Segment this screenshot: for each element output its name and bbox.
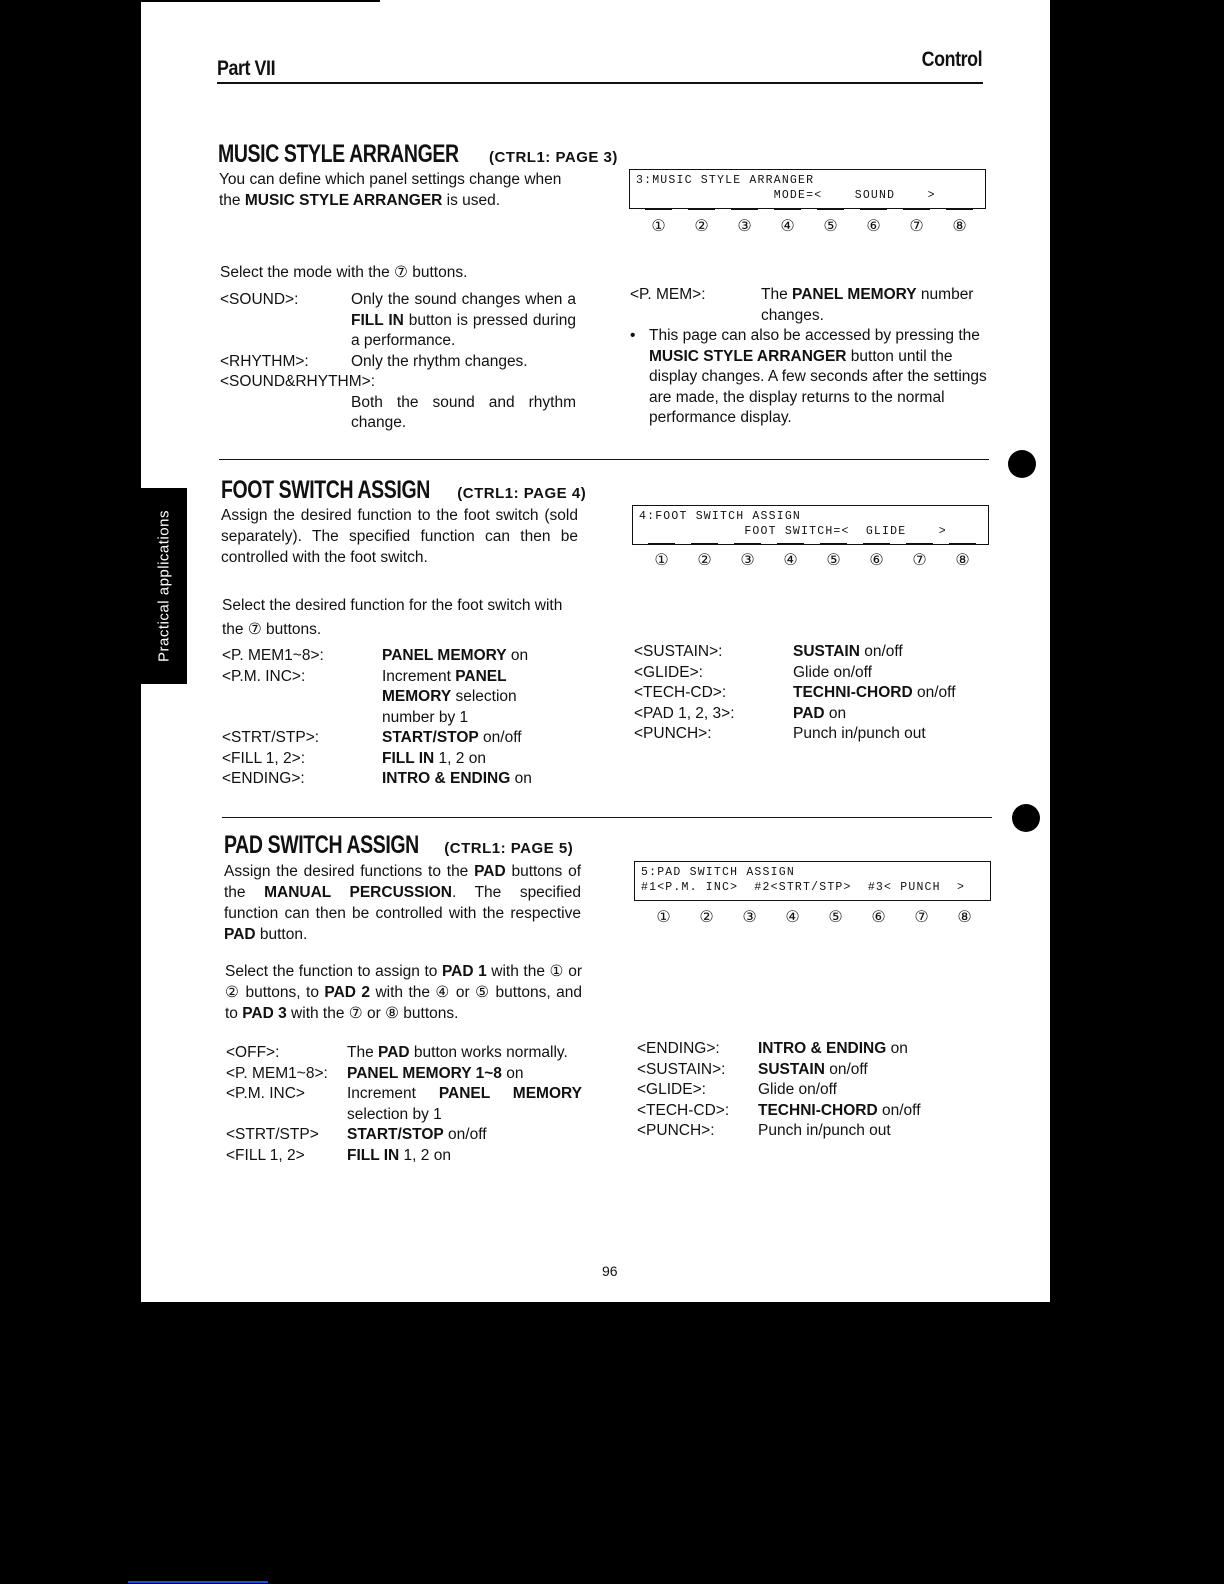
binder-hole xyxy=(1012,804,1040,832)
section-intro xyxy=(224,861,581,945)
def-key: <GLIDE>: xyxy=(637,1081,706,1098)
definition-row xyxy=(220,352,576,373)
definition-row xyxy=(637,1060,987,1081)
button-1: ① xyxy=(637,216,680,236)
side-tab-label: Practical applications xyxy=(155,510,173,662)
def-key: <SUSTAIN>: xyxy=(637,1060,726,1078)
header-rule xyxy=(217,82,983,84)
header-left: Part VII xyxy=(217,57,276,80)
button-row xyxy=(637,216,981,236)
definition-row xyxy=(222,667,562,729)
definition-row xyxy=(226,1084,582,1125)
def-key: <FILL 1, 2> xyxy=(226,1146,305,1164)
def-value: PAD on xyxy=(793,704,847,722)
definition-row xyxy=(634,704,984,725)
definition-list xyxy=(222,646,562,790)
button-row xyxy=(642,907,986,927)
button-5: ⑤ xyxy=(812,550,855,570)
button-5: ⑤ xyxy=(814,907,857,927)
def-value: Punch in/punch out xyxy=(793,725,926,742)
button-5: ⑤ xyxy=(809,216,852,236)
button-2: ② xyxy=(685,907,728,927)
def-value: FILL IN 1, 2 on xyxy=(347,1146,451,1164)
definition-list-right xyxy=(634,642,984,745)
definition-row xyxy=(637,1121,987,1142)
select-instruction xyxy=(220,262,590,283)
button-4: ④ xyxy=(766,216,809,236)
scan-edge-line-bottom xyxy=(128,1581,268,1583)
button-3: ③ xyxy=(728,907,771,927)
note-bullet xyxy=(630,326,988,429)
def-value: INTRO & ENDING on xyxy=(758,1040,908,1057)
definition-row xyxy=(222,769,562,790)
definition-row xyxy=(222,646,562,667)
definition-row xyxy=(220,393,576,434)
def-value: The PANEL MEMORY number changes. xyxy=(761,286,974,324)
def-value: Only the rhythm changes. xyxy=(351,352,528,370)
def-key: <STRT/STP> xyxy=(226,1126,319,1143)
definition-list xyxy=(220,290,576,434)
definition-list xyxy=(226,1043,582,1166)
definition-row xyxy=(226,1125,582,1146)
lcd-line-1: 3:MUSIC STYLE ARRANGER xyxy=(636,174,815,187)
binder-hole xyxy=(1008,450,1036,478)
def-value: Increment PANEL MEMORY selection by 1 xyxy=(347,1085,582,1123)
def-key: <P.M. INC> xyxy=(226,1085,305,1102)
select-instruction xyxy=(225,961,582,1024)
button-6: ⑥ xyxy=(852,216,895,236)
def-key: <STRT/STP>: xyxy=(222,729,320,746)
definition-list-right xyxy=(630,285,988,326)
intro-text: the xyxy=(219,192,245,209)
def-value: Only the sound changes when a FILL IN button is pressed during a performance. xyxy=(351,291,576,349)
def-value: PANEL MEMORY on xyxy=(382,647,529,664)
definition-row xyxy=(634,683,984,704)
section-title-sub: (CTRL1: PAGE 3) xyxy=(488,149,618,166)
button-7: ⑦ xyxy=(895,216,938,236)
definition-row xyxy=(634,642,984,663)
def-value: Both the sound and rhythm change. xyxy=(351,393,576,431)
def-key: <GLIDE>: xyxy=(634,663,703,681)
button-4: ④ xyxy=(769,550,812,570)
scan-edge-line xyxy=(0,0,380,2)
select-text: Select the desired function for the foot switch with the ⑦ buttons. xyxy=(222,597,563,638)
button-7: ⑦ xyxy=(898,550,941,570)
bullet-row: • This page can also be accessed by pressing the MUSIC STYLE ARRANGER button until the display changes. A few seconds after the settings are made, the display returns to the normal performance display. xyxy=(630,326,988,429)
def-key: <P. MEM1~8>: xyxy=(222,647,324,664)
button-4: ④ xyxy=(771,907,814,927)
definition-row xyxy=(637,1080,987,1101)
def-key: <SUSTAIN>: xyxy=(634,643,723,660)
def-key: <PAD 1, 2, 3>: xyxy=(634,704,735,722)
def-key: <TECH-CD>: xyxy=(634,684,727,701)
def-value: Glide on/off xyxy=(793,663,872,681)
section-divider xyxy=(219,459,989,460)
lcd-line-1: 4:FOOT SWITCH ASSIGN xyxy=(639,510,802,523)
button-8: ⑧ xyxy=(941,550,984,570)
intro-text: Assign the desired function to the foot switch (sold separately). The specified function can then be controlled with the foot switch. xyxy=(221,507,578,566)
lcd-display xyxy=(629,169,986,209)
section-title-main: MUSIC STYLE ARRANGER xyxy=(218,140,459,168)
lcd-display xyxy=(632,505,989,545)
def-value: Increment PANEL MEMORY selection number by 1 xyxy=(382,667,517,726)
lcd-line-1: 5:PAD SWITCH ASSIGN xyxy=(641,866,795,879)
intro-text: Assign the desired functions to the PAD buttons of the MANUAL PERCUSSION. The specified function can then be controlled with the respective PAD button. xyxy=(224,863,581,943)
lcd-line-2: FOOT SWITCH=< GLIDE > xyxy=(639,525,947,538)
definition-row xyxy=(637,1039,987,1060)
def-value: START/STOP on/off xyxy=(382,729,522,746)
section-title-main: PAD SWITCH ASSIGN xyxy=(224,831,419,859)
definition-row xyxy=(222,728,562,749)
button-8: ⑧ xyxy=(943,907,986,927)
def-key: <PUNCH>: xyxy=(634,725,712,742)
button-2: ② xyxy=(680,216,723,236)
def-value: START/STOP on/off xyxy=(347,1126,487,1143)
definition-row xyxy=(226,1064,582,1085)
definition-row xyxy=(226,1043,582,1064)
button-6: ⑥ xyxy=(855,550,898,570)
button-3: ③ xyxy=(726,550,769,570)
def-key: <P. MEM>: xyxy=(630,286,706,303)
select-instruction xyxy=(222,594,582,642)
section-title-foot-switch-assign xyxy=(221,476,586,505)
page-number: 96 xyxy=(602,1263,618,1279)
section-divider xyxy=(222,817,992,818)
button-8: ⑧ xyxy=(938,216,981,236)
definition-row xyxy=(220,290,576,352)
select-text: Select the mode with the ⑦ buttons. xyxy=(220,264,468,281)
lcd-line-2: #1<P.M. INC> #2<STRT/STP> #3< PUNCH > xyxy=(641,881,966,894)
def-value: TECHNI-CHORD on/off xyxy=(793,684,956,701)
section-intro xyxy=(219,169,589,211)
button-1: ① xyxy=(642,907,685,927)
def-key: <SOUND>: xyxy=(220,291,299,308)
header-right: Control xyxy=(921,48,982,71)
def-value: PANEL MEMORY 1~8 on xyxy=(347,1064,524,1082)
button-1: ① xyxy=(640,550,683,570)
button-6: ⑥ xyxy=(857,907,900,927)
def-key: <RHYTHM>: xyxy=(220,352,309,370)
def-value: INTRO & ENDING on xyxy=(382,770,532,787)
intro-bold: MUSIC STYLE ARRANGER xyxy=(244,192,443,209)
section-intro xyxy=(221,505,578,568)
def-value: Punch in/punch out xyxy=(758,1122,891,1139)
def-value: SUSTAIN on/off xyxy=(758,1060,868,1078)
def-key: <ENDING>: xyxy=(637,1040,720,1057)
def-value: The PAD button works normally. xyxy=(347,1044,568,1061)
definition-row xyxy=(634,724,984,745)
def-key: <P. MEM1~8>: xyxy=(226,1064,328,1082)
def-key: <FILL 1, 2>: xyxy=(222,749,306,767)
section-title-main: FOOT SWITCH ASSIGN xyxy=(221,476,430,504)
def-key: <TECH-CD>: xyxy=(637,1101,730,1119)
def-key: <SOUND&RHYTHM>: xyxy=(220,373,376,390)
def-value: TECHNI-CHORD on/off xyxy=(758,1101,921,1119)
section-title-sub: (CTRL1: PAGE 5) xyxy=(444,840,574,857)
def-key: <ENDING>: xyxy=(222,770,305,787)
section-title-pad-switch-assign xyxy=(224,831,573,860)
select-text: Select the function to assign to PAD 1 with the ① or ② buttons, to PAD 2 with the ④ or ⑤ buttons, and to PAD 3 with the ⑦ or ⑧ buttons. xyxy=(225,963,582,1022)
def-key: <OFF>: xyxy=(226,1044,280,1061)
intro-text-end: is used. xyxy=(442,192,501,209)
lcd-line-2: MODE=< SOUND > xyxy=(636,189,936,202)
def-value: SUSTAIN on/off xyxy=(793,643,903,660)
section-title-sub: (CTRL1: PAGE 4) xyxy=(457,485,587,502)
section-title-music-style-arranger xyxy=(218,140,618,169)
intro-line: You can define which panel settings change when xyxy=(219,171,562,188)
button-2: ② xyxy=(683,550,726,570)
bullet-text: This page can also be accessed by pressing the MUSIC STYLE ARRANGER button until the display changes. A few seconds after the settings are made, the display returns to the normal performance display. xyxy=(649,327,987,426)
side-tab xyxy=(141,488,187,684)
def-key: <PUNCH>: xyxy=(637,1122,715,1139)
def-value: Glide on/off xyxy=(758,1081,837,1098)
definition-list-right xyxy=(637,1039,987,1142)
definition-row xyxy=(634,663,984,684)
def-key: <P.M. INC>: xyxy=(222,667,306,685)
definition-row xyxy=(220,372,576,393)
def-value: FILL IN 1, 2 on xyxy=(382,749,486,767)
button-row xyxy=(640,550,984,570)
definition-row xyxy=(226,1146,582,1167)
definition-row xyxy=(222,749,562,770)
definition-row xyxy=(637,1101,987,1122)
button-3: ③ xyxy=(723,216,766,236)
definition-row xyxy=(630,285,988,326)
lcd-display xyxy=(634,861,991,901)
button-7: ⑦ xyxy=(900,907,943,927)
